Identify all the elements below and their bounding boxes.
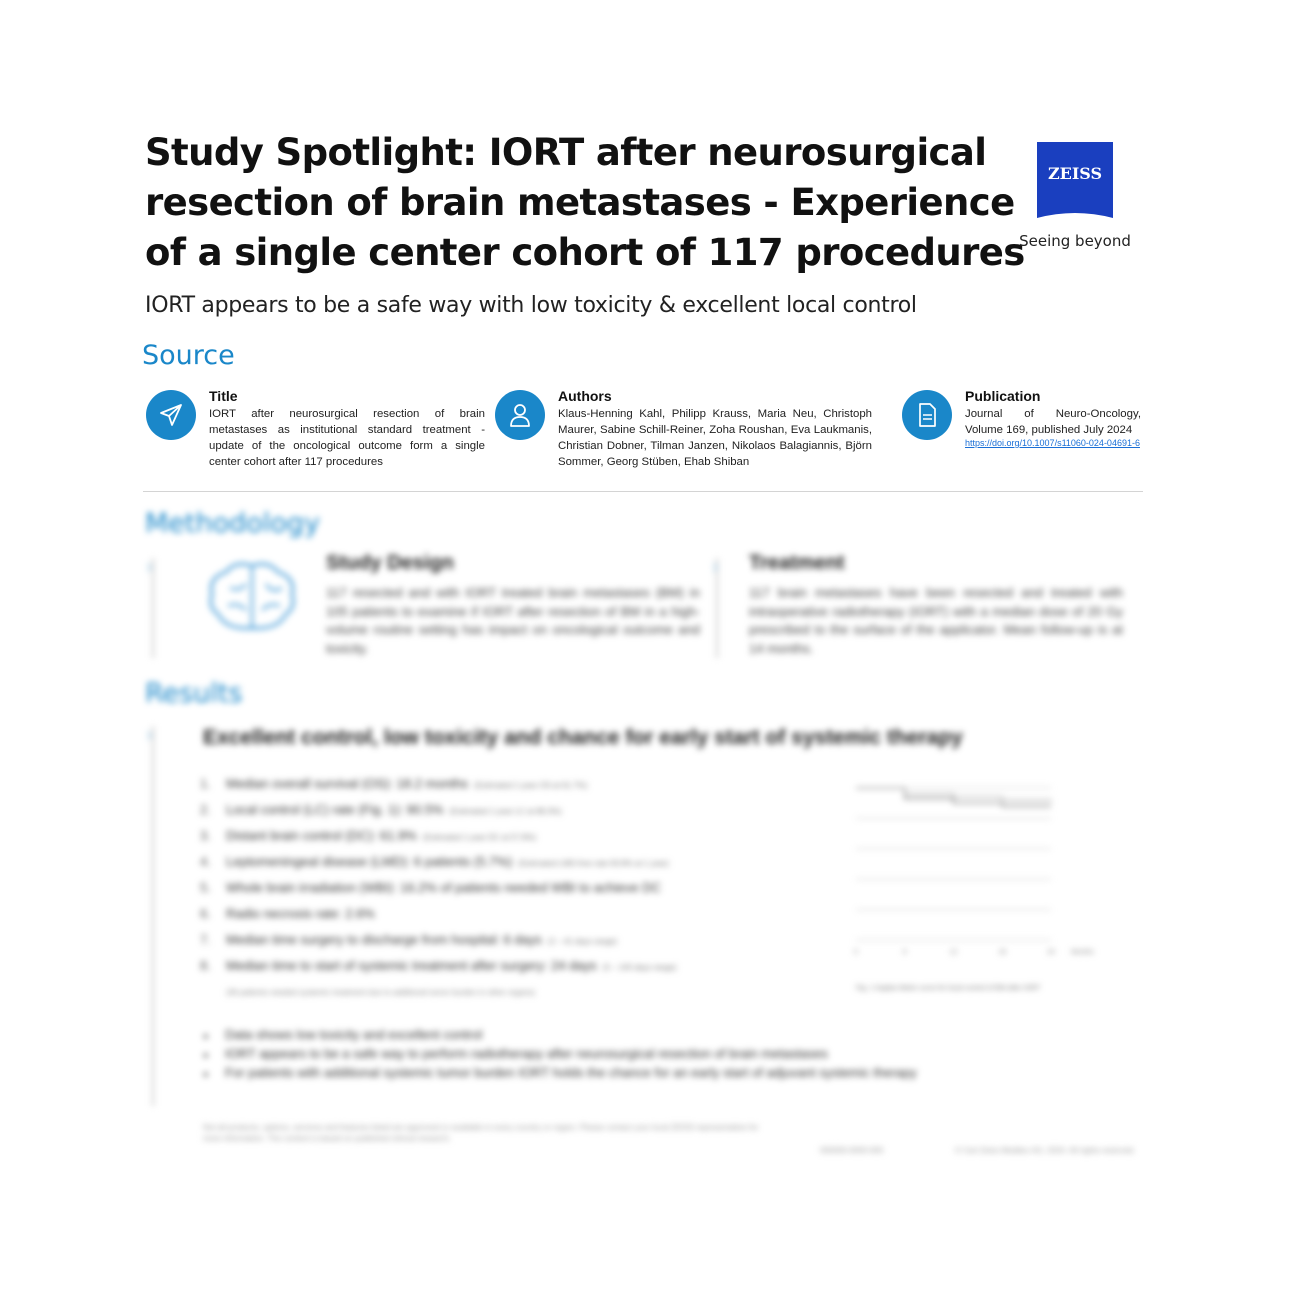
chevron-right-icon: ›	[146, 724, 153, 746]
bullet-item: ● IORT appears to be a safe way to perform radiotherapy after neurosurgical resection of brain metastases	[203, 1046, 917, 1065]
source-authors-label: Authors	[558, 388, 612, 404]
bullet-item: ● For patients with additional systemic tumor burden IORT holds the chance for an early start of adjuvant systemic therapy	[203, 1065, 917, 1084]
paper-plane-icon	[146, 390, 196, 440]
source-heading: Source	[142, 340, 235, 371]
list-item: 5. Whole brain irradiation (WBI): 16.2% of patients needed WBI to achieve DC	[200, 880, 661, 895]
footer-legal: Not all products, options, services and features listed are approved or available in every country or region. Please contact your local ZEISS representative for more information. The content is based on published clinical research.	[203, 1123, 759, 1143]
list-item: 1. Median overall survival (OS): 18.2 months (Estimated 1-year OS at 61.7%)	[200, 776, 588, 791]
title-line: Study Spotlight: IORT after neurosurgical	[145, 131, 987, 174]
list-item: 7. Median time surgery to discharge from hospital: 6 days (2 – 41 days range)	[200, 932, 618, 947]
list-item: 4. Leptomeningeal disease (LMD): 6 patients (5.7%) (Estimated LMD-free rate 93.8% at 1 year)	[200, 854, 669, 869]
page-title	[145, 128, 1025, 278]
title-line: resection of brain metastases - Experience	[145, 181, 1015, 224]
chart-x-label: Months	[1071, 949, 1094, 956]
brain-icon	[206, 558, 298, 634]
chart-x-tick: 18	[998, 949, 1007, 956]
zeiss-shield-icon	[1037, 142, 1113, 218]
results-list	[200, 776, 676, 984]
results-heading: Results	[145, 678, 243, 709]
source-title-label: Title	[209, 388, 238, 404]
bullet-item: ● Data shows low toxicity and excellent control	[203, 1027, 917, 1046]
chevron-right-icon: ›	[712, 556, 719, 578]
source-publication-text: Journal of Neuro-Oncology, Volume 169, published July 2024	[965, 408, 1141, 436]
chart-x-tick: 6	[902, 949, 907, 956]
source-title-text: IORT after neurosurgical resection of brain metastases as institutional standard treatment - update of the oncological outcome form a single center cohort after 117 procedures	[209, 408, 485, 468]
chart-ticks	[854, 949, 1094, 956]
chart-grid	[856, 788, 1051, 940]
results-bar	[152, 726, 154, 1106]
section-divider	[143, 491, 1143, 492]
treatment-text: 117 brain metastases have been resected and treated with intraoperative radiotherapy (IORT) with a median dose of 20 Gy prescribed to the surface of the applicator. Mean follow-up is at 14 months.	[749, 585, 1123, 656]
person-icon	[495, 390, 545, 440]
chart-x-tick: 12	[949, 949, 958, 956]
doi-link[interactable]: https://doi.org/10.1007/s11060-024-04691-6	[965, 438, 1140, 448]
chart-x-tick: 24	[1047, 949, 1055, 956]
logo-text: ZEISS	[1047, 164, 1103, 183]
chart-lines	[856, 788, 1051, 806]
document-icon	[902, 390, 952, 440]
results-bullets	[203, 1027, 917, 1084]
results-footnote: (36 patients needed systemic treatment due to additional tumor burden in other organs)	[226, 988, 536, 997]
chart-x-tick: 0	[854, 949, 858, 956]
treatment-title: Treatment	[749, 552, 845, 574]
chevron-right-icon: ›	[146, 556, 153, 578]
page-subtitle: IORT appears to be a safe way with low toxicity & excellent local control	[145, 293, 917, 318]
kaplan-meier-chart	[826, 780, 1126, 1005]
chart-caption: Fig. 1 Kaplan-Meier curve for local control of BM after IORT	[856, 985, 1041, 992]
list-item: 6. Radio necrosis rate: 2.6%	[200, 906, 375, 921]
results-title: Excellent control, low toxicity and chance for early start of systemic therapy	[203, 726, 963, 749]
blurred-content	[0, 500, 1311, 1200]
list-item: 8. Median time to start of systemic treatment after surgery: 24 days (5 – 145 days range)	[200, 958, 677, 973]
study-design-text: 117 resected and with IORT treated brain metastases (BM) in 105 patients to examine if IORT after resection of BM in a high-volume routine setting has impact on oncological outcome and toxicity.	[326, 585, 700, 656]
list-item: 3. Distant brain control (DC): 61.9% (Estimated 1-year DC at 57.8%)	[200, 828, 537, 843]
tagline: Seeing beyond	[1019, 232, 1131, 250]
source-authors-text: Klaus-Henning Kahl, Philipp Krauss, Maria Neu, Christoph Maurer, Sabine Schill-Reiner, Zoha Roushan, Eva Laukmanis, Christian Dobner, Tilman Janzen, Nikolaos Balagiannis, Björn Sommer, Georg Stüben, Ehab Shiban	[558, 408, 872, 468]
source-publication-label: Publication	[965, 388, 1041, 404]
footer-copyright: © Carl Zeiss Meditec AG, 2024. All rights reserved.	[955, 1146, 1136, 1155]
methodology-heading: Methodology	[145, 508, 320, 539]
list-item: 2. Local control (LC) rate (Fig. 1): 90.5% (Estimated 1-year LC at 88.3%)	[200, 802, 562, 817]
footer-code: 000000-0000-000	[820, 1146, 884, 1155]
title-line: of a single center cohort of 117 procedures	[145, 231, 1025, 274]
zeiss-logo	[1015, 142, 1135, 250]
study-design-title: Study Design	[326, 552, 454, 574]
